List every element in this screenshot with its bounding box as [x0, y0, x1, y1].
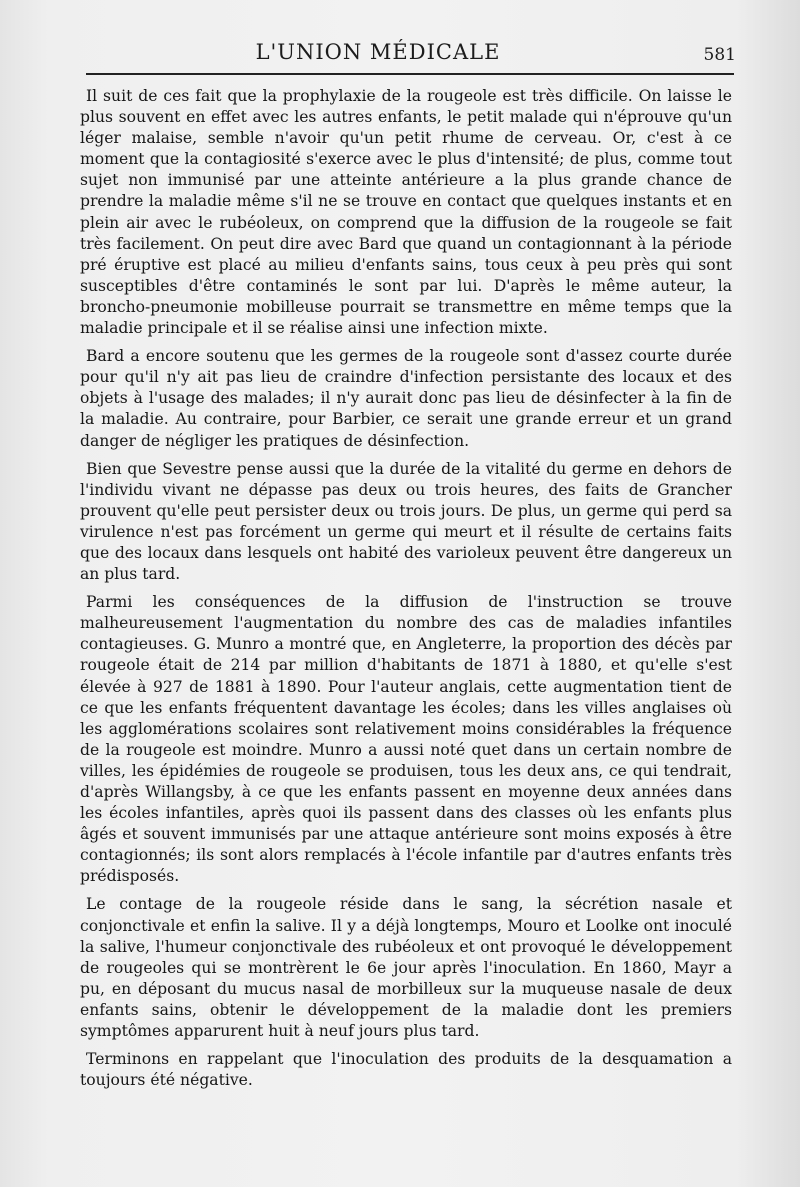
running-title: L'UNION MÉDICALE	[255, 40, 501, 64]
paragraph-2: Bard a encore soutenu que les germes de la rougeole sont d'assez courte durée pour qu'il n'y ait pas lieu de craindre d'infection persistante des locaux et des objets à l'usage des malades; il n'y aurait donc pas lieu de désinfecter à la fin de la maladie. Au contraire, pour Barbier, ce serait une grande erreur et un grand danger de négliger les pratiques de désinfection.	[80, 347, 732, 450]
body-text	[80, 86, 732, 1098]
paragraph-5: Le contage de la rougeole réside dans le sang, la sécrétion nasale et conjonctivale et enfin la salive. Il y a déjà longtemps, Mouro et Loolke ont inoculé la salive, l'humeur conjonctivale des rubéoleux et ont provoqué le développement de rougeoles qui se montrèrent le 6e jour après l'inoculation. En 1860, Mayr a pu, en déposant du mucus nasal de morbilleux sur la muqueuse nasale de deux enfants sains, obtenir le développement de la maladie dont les premiers symptômes apparurent huit à neuf jours plus tard.	[80, 895, 732, 1041]
page-header	[0, 40, 800, 70]
header-rule	[86, 73, 734, 75]
paragraph-6: Terminons en rappelant que l'inoculation des produits de la desquamation a toujours été négative.	[80, 1050, 732, 1090]
paragraph-1: Il suit de ces fait que la prophylaxie de la rougeole est très difficile. On laisse le plus souvent en effet avec les autres enfants, le petit malade qui n'éprouve qu'un léger malaise, semble n'avoir qu'un petit rhume de cerveau. Or, c'est à ce moment que la contagiosité s'exerce avec le plus d'intensité; de plus, comme tout sujet non immunisé par une atteinte antérieure a la plus grande chance de prendre la maladie même s'il ne se trouve en contact que quelques instants et en plein air avec le rubéoleux, on comprend que la diffusion de la rougeole se fait très facilement. On peut dire avec Bard que quand un contagionnant à la période pré éruptive est placé au milieu d'enfants sains, tous ceux à peu près qui sont susceptibles d'être contaminés le sont par lui. D'après le même auteur, la broncho-pneumonie mobilleuse pourrait se transmettre en même temps que la maladie principale et il se réalise ainsi une infection mixte.	[80, 87, 732, 338]
paragraph-4: Parmi les conséquences de la diffusion de l'instruction se trouve malheureusement l'augmentation du nombre des cas de maladies infantiles contagieuses. G. Munro a montré que, en Angleterre, la proportion des décès par rougeole était de 214 par million d'habitants de 1871 à 1880, et qu'elle s'est élevée à 927 de 1881 à 1890. Pour l'auteur anglais, cette augmentation tient de ce que les enfants fréquentent davantage les écoles; dans les villes anglaises où les agglomérations scolaires sont relativement moins considérables la fréquence de la rougeole est moindre. Munro a aussi noté quet dans un certain nombre de villes, les épidémies de rougeole se produisen, tous les deux ans, ce qui tendrait, d'après Willangsby, à ce que les enfants passent en moyenne deux années dans les écoles infantiles, après quoi ils passent dans des classes où les enfants plus âgés et souvent immunisés par une attaque antérieure sont moins exposés à être contagionnés; ils sont alors remplacés à l'école infantile par d'autres enfants très prédisposés.	[80, 593, 732, 886]
page-number: 581	[703, 45, 736, 65]
paragraph-3: Bien que Sevestre pense aussi que la durée de la vitalité du germe en dehors de l'individu vivant ne dépasse pas deux ou trois heures, des faits de Grancher prouvent qu'elle peut persister deux ou trois jours. De plus, un germe qui perd sa virulence n'est pas forcément un germe qui meurt et il résulte de certains faits que des locaux dans lesquels ont habité des varioleux peuvent être dangereux un an plus tard.	[80, 459, 732, 584]
